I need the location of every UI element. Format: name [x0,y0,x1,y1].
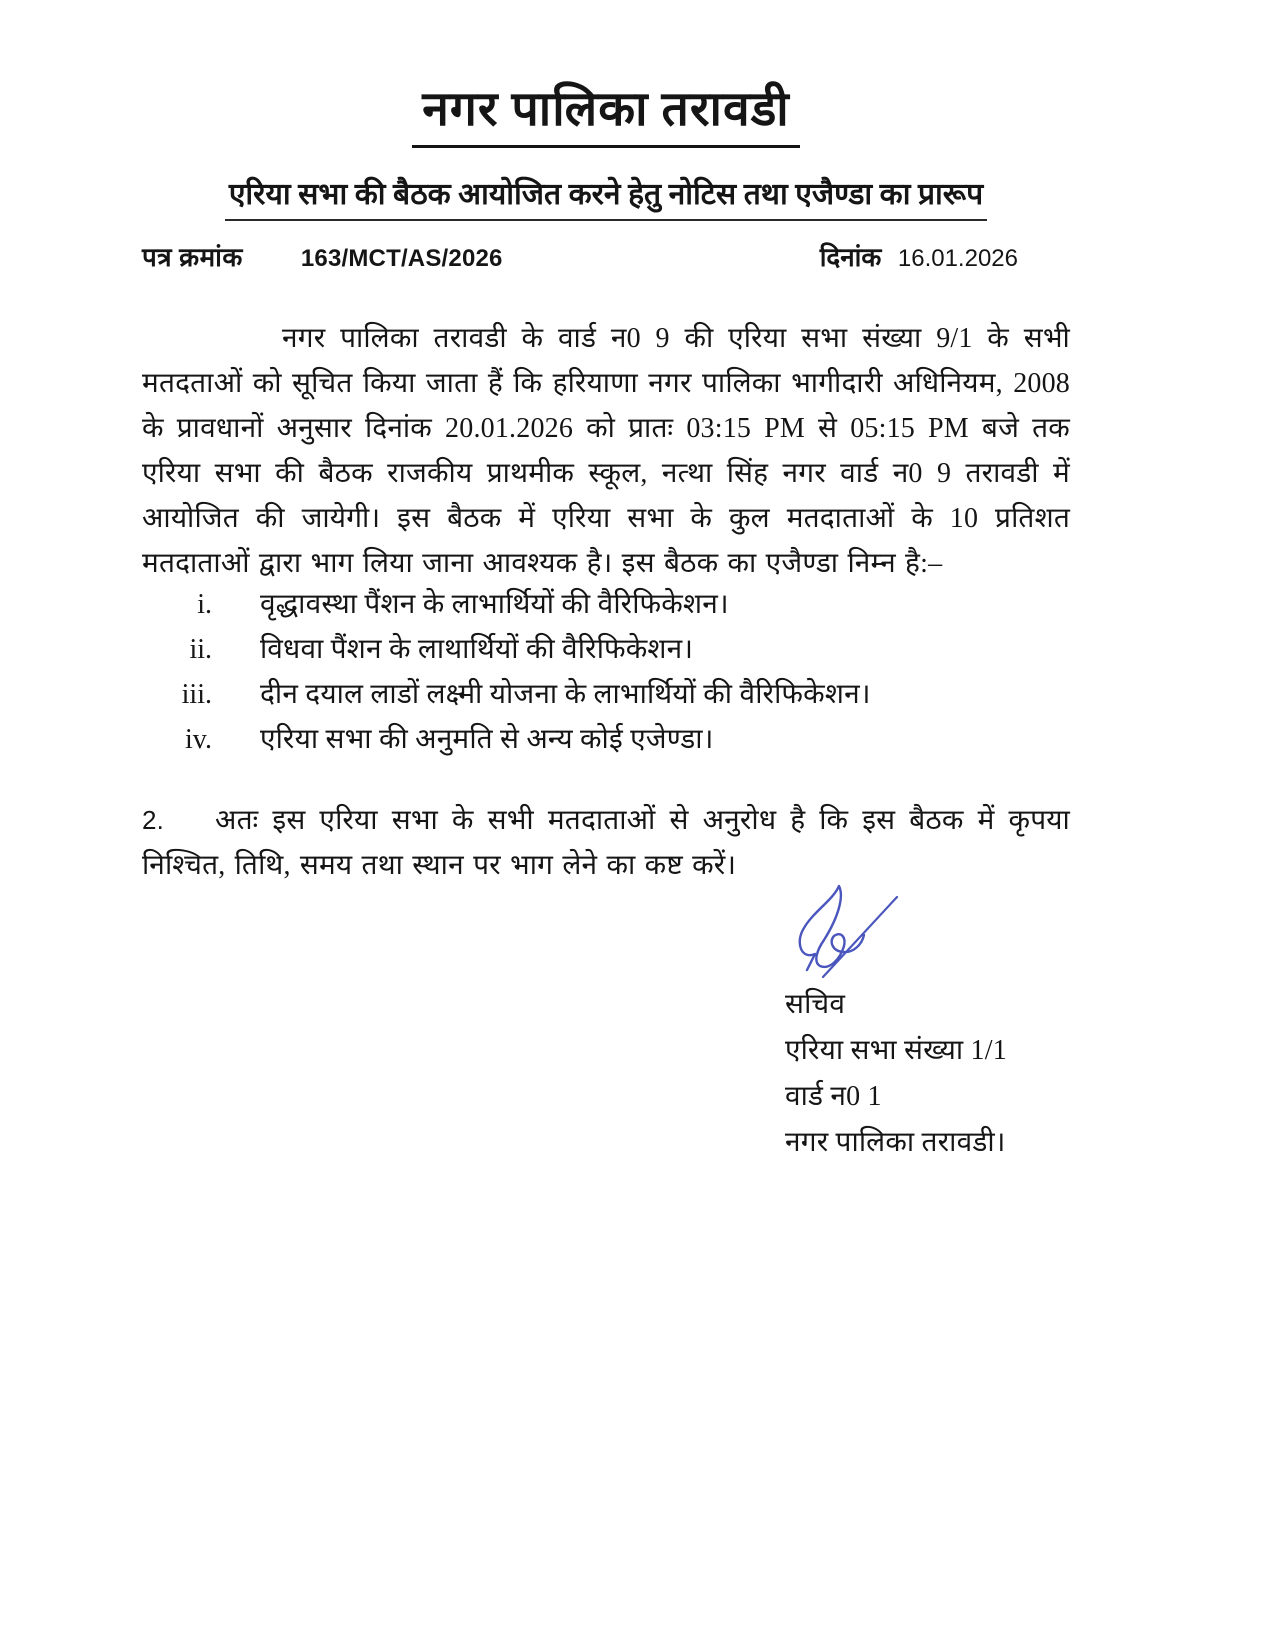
signature-block [785,880,1205,1166]
agenda-item-number: iii. [181,679,212,710]
header-title-row [142,84,1070,148]
agenda-item-number: iv. [185,724,212,755]
signature-scribble-icon [793,880,913,980]
agenda-item [142,627,1070,672]
closing-paragraph-text: अतः इस एरिया सभा के सभी मतदाताओं से अनुरोध है कि इस बैठक में कृपया निश्चित, तिथि, समय तथा स्थान पर भाग लेने का कष्ट करें। [142,805,1070,881]
date-group [820,238,1070,274]
signatory-ward: वार्ड न0 1 [785,1081,882,1112]
page-title: नगर पालिका तरावडी [412,84,800,148]
agenda-item-text: वृद्धावस्था पैंशन के लाभार्थियों की वैरिफिकेशन। [260,589,729,620]
agenda-item-number: ii. [189,634,212,665]
agenda-item [142,717,1070,762]
signatory-municipality: नगर पालिका तरावडी। [785,1127,1006,1158]
agenda-item-text: दीन दयाल लाडों लक्ष्मी योजना के लाभार्थियों की वैरिफिकेशन। [260,679,871,710]
letter-number-group [142,238,503,274]
signatory-area-sabha: एरिया सभा संख्या 1/1 [785,1035,1007,1066]
page-subtitle: एरिया सभा की बैठक आयोजित करने हेतु नोटिस तथा एजैण्डा का प्रारूप [225,178,987,221]
notice-paragraph: नगर पालिका तरावडी के वार्ड न0 9 की एरिया सभा संख्या 9/1 के सभी मतदताओं को सूचित किया जाता हैं कि हरियाणा नगर पालिका भागीदारी अधिनियम, 2008 के प्रावधानों अनुसार दिनांक 20.01.2026 को प्रातः 03:15 PM से 05:15 PM बजे तक एरिया सभा की बैठक राजकीय प्राथमीक स्कूल, नत्था सिंह नगर वार्ड न0 9 तरावडी में आयोजित की जायेगी। इस बैठक में एरिया सभा के कुल मतदाताओं के 10 प्रतिशत मतदाताओं द्वारा भाग लिया जाना आवश्यक है। इस बैठक का एजैण्डा निम्न है:– [142,323,1070,579]
header-subtitle-row [142,178,1070,221]
date-label: दिनांक [819,243,882,272]
agenda-item-number: i. [197,589,212,620]
agenda-list [142,582,1070,762]
agenda-item [142,582,1070,627]
meta-row [142,238,1070,274]
agenda-item-text: विधवा पैंशन के लाथार्थियों की वैरिफिकेशन। [260,634,694,665]
agenda-item-text: एरिया सभा की अनुमति से अन्य कोई एजेण्डा। [260,724,714,755]
paragraph-number: 2. [142,805,165,835]
letter-number-label: पत्र क्रमांक [142,243,243,272]
signatory-designation: सचिव [785,989,846,1020]
closing-paragraph [142,798,1070,888]
date-value: 16.01.2026 [897,245,1018,272]
letter-number-value: 163/MCT/AS/2026 [300,245,503,272]
agenda-item [142,672,1070,717]
signatory-details [785,982,1205,1166]
